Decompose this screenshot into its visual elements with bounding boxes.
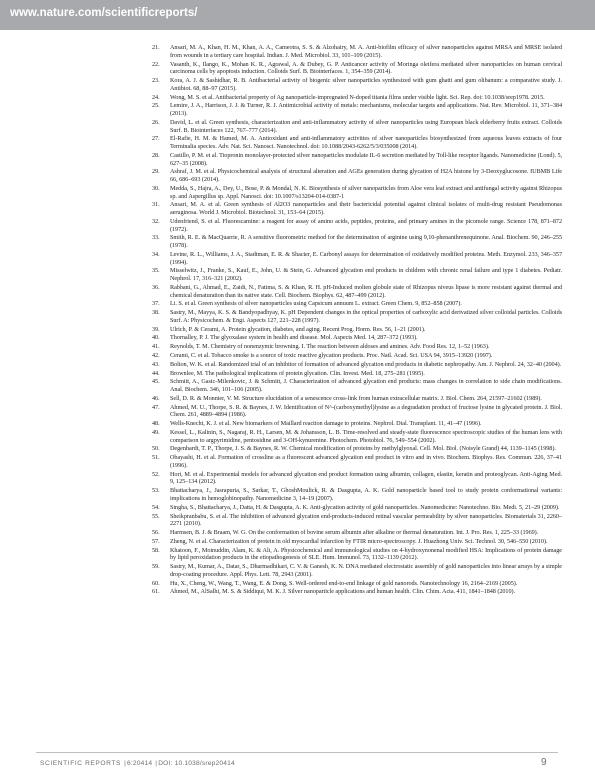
reference-number: 53.	[152, 487, 160, 495]
reference-number: 42.	[152, 351, 160, 359]
reference-item	[152, 513, 562, 528]
reference-number: 43.	[152, 360, 160, 368]
reference-text: Ansari, M. A., Khan, H. M., Khan, A. A., Cameotra, S. S. & Alzohairy, M. A. Anti-biofilm efficacy of silver nanoparticles against MRSA and MRSE isolated from wounds in a tertiary care hospital. Indian. J. Med. Microbiol. 33, 101–109 (2015).	[170, 44, 562, 59]
reference-number: 54.	[152, 503, 160, 511]
reference-text: Bolton, W. K. et al. Randomized trial of an inhibitor of formation of advanced glycation end products in diabetic nephropathy. Am. J. Nephrol. 24, 32–40 (2004).	[170, 360, 562, 368]
reference-number: 59.	[152, 563, 160, 571]
reference-item	[152, 588, 562, 596]
reference-item	[152, 487, 562, 502]
reference-number: 51.	[152, 454, 160, 462]
reference-text: Cerami, C. et al. Tobacco smoke is a source of toxic reactive glycation products. Proc. Natl. Acad. Sci. USA 94, 3915–13920 (1997).	[170, 351, 493, 359]
reference-item	[152, 135, 562, 150]
reference-item	[152, 529, 562, 537]
reference-text: Castillo, P. M. et al. Tiopronin monolayer-protected silver nanoparticles modulate IL-6 secretion mediated by Toll-like receptor ligands. Nanomedicine (Lond). 5, 627–35 (2008).	[170, 151, 562, 167]
reference-item	[152, 119, 562, 134]
reference-number: 50.	[152, 445, 160, 453]
reference-item	[152, 218, 562, 233]
reference-item	[152, 504, 562, 512]
reference-number: 26.	[152, 118, 160, 126]
reference-text: Hu, X., Cheng, W., Wang, T., Wang, E. & Dong, S. Well-ordered end-to-end linkage of gold nanorods. Nanotechnology 16, 2164–2169 (2005).	[170, 579, 518, 587]
reference-number: 34.	[152, 250, 160, 258]
reference-number: 38.	[152, 309, 160, 317]
reference-item	[152, 445, 562, 453]
reference-text: Brownlee, M. The pathological implications of protein glycation. Clin. Invest. Med. 18, 275–281 (1995).	[170, 369, 425, 377]
reference-text: Thornalley, P. J. The glyoxalase system in health and disease. Mol. Aspects Med. 14, 287–372 (1993).	[170, 334, 418, 342]
reference-number: 41.	[152, 343, 160, 351]
site-header	[0, 0, 595, 30]
reference-text: El-Rafie, H. M. & Hamed, M. A. Antioxidant and anti-inflammatory activities of silver nanoparticles biosynthesized from aqueous leaves extracts of four Terminalia species. Adv. Nat. Sci. Nanosci. Nanotechnol. doi: 10.1088/2043-6262/5/3/035008 (2014).	[170, 135, 562, 150]
footer-separator: |	[124, 760, 126, 767]
reference-number: 45.	[152, 378, 160, 386]
reference-number: 40.	[152, 334, 160, 342]
reference-item	[152, 185, 562, 200]
reference-item	[152, 370, 562, 378]
reference-number: 37.	[152, 300, 160, 308]
reference-number: 52.	[152, 470, 160, 478]
reference-item	[152, 471, 562, 486]
reference-text: Kessel, L., Kalinin, S., Nagaraj, R. H., Larsen, M. & Johansson, L. B. Time-resolved and steady-state fluorescence spectroscopic studies of the human lens with comparison to argpyrimidine, pentosidine and 3-OH-kynurenine. Photochem. Photobiol. 76, 549–554 (2002).	[170, 428, 562, 444]
reference-text: Sell, D. R. & Monnier, V. M. Structure elucidation of a senescence cross-link from human extracellular matrix. J. Biol. Chem. 264, 21597–21602 (1989).	[170, 394, 542, 402]
reference-number: 49.	[152, 428, 160, 436]
reference-text: Sastry, M., Mayya, K. S. & Bandyopadhyay, K. pH Dependent changes in the optical properties of carboxylic acid derivatized silver colloidal particles. Colloids Surf. A: Physicochem. & Engi. Aspects 127, 221–228 (1997).	[170, 309, 562, 324]
reference-item	[152, 44, 562, 59]
reference-item	[152, 152, 562, 167]
reference-number: 35.	[152, 267, 160, 275]
page-number: 9	[541, 757, 547, 768]
reference-item	[152, 334, 562, 342]
header-url-link[interactable]: www.nature.com/scientificreports/	[10, 7, 198, 19]
reference-item	[152, 251, 562, 266]
reference-text: Smith, R. E. & MacQuarrie, R. A sensitive fluorometric method for the determination of arginine using 9,10-phenanthrenequinone. Anal. Biochem. 90, 246–255 (1978).	[170, 234, 562, 249]
reference-number: 24.	[152, 93, 160, 101]
reference-list	[152, 44, 562, 597]
reference-text: David, L. et al. Green synthesis, characterization and anti-inflammatory activity of silver nanoparticles using European black elderberry fruits extract. Colloids Surf. B. Biointerfaces 122, 767–777 (2014).	[170, 118, 562, 134]
reference-item	[152, 580, 562, 588]
footer-doi[interactable]: DOI: 10.1038/srep20414	[158, 760, 235, 767]
reference-item	[152, 538, 562, 546]
reference-number: 27.	[152, 135, 160, 143]
reference-text: Medda, S., Hajra, A., Dey, U., Bose, P. & Mondal, N. K. Biosynthesis of silver nanoparticles from Aloe vera leaf extract and antifungal activity against Rhizopus sp. and Aspergillus sp. Appl. Nanosci. doi: 10.1007/s13204-014-0387-1	[170, 184, 562, 200]
reference-text: Li. S. et al. Green synthesis of silver nanoparticles using Capsicum annuum L. extract. Green Chem. 9, 852–858 (2007).	[170, 300, 462, 308]
reference-text: Kora, A. J. & Sashidhar, R. B. Antibacterial activity of biogenic silver nanoparticles synthesized with gum ghatti and gum olibanum: a comparative study. J. Antibiot. 68, 88–97 (2015).	[170, 77, 562, 92]
reference-text: Harmsen, B. J. & Braam, W. G. On the conformation of bovine serum albumin after alkaline or thermal denaturation. Int. J. Pro. Res. 1, 225–33 (1969).	[170, 529, 539, 537]
reference-text: Reynolds, T. M. Chemistry of nonenzymic browning. I. The reaction between aldoses and amines. Adv. Food Res. 12, 1–52 (1963).	[170, 343, 490, 351]
reference-text: Obayashi, H. et al. Formation of crossline as a fluorescent advanced glycation end product in vitro and in vivo. Biochem. Biophys. Res. Commun. 226, 37–41 (1996).	[170, 454, 562, 469]
reference-item	[152, 309, 562, 324]
reference-number: 23.	[152, 77, 160, 84]
reference-text: Schmitt, A., Gasic-Milenkovic, J. & Schmitt, J. Characterization of advanced glycation end products: mass changes in correlation to side chain modifications. Anal. Biochem. 346, 101–106 (2005).	[170, 378, 562, 394]
reference-number: 48.	[152, 420, 160, 428]
reference-text: Lemire, J. A., Harrison, J. J. & Turner, R. J. Antimicrobial activity of metals: mechanisms, molecular targets and applications. Nat. Rev. Microbiol. 11, 371–384 (2013).	[170, 102, 562, 117]
reference-number: 31.	[152, 201, 160, 209]
footer-article-number: 6:20414	[127, 760, 153, 767]
reference-number: 25.	[152, 102, 160, 110]
reference-number: 30.	[152, 184, 160, 192]
reference-item	[152, 102, 562, 117]
reference-number: 28.	[152, 151, 160, 159]
reference-number: 61.	[152, 588, 160, 596]
reference-number: 47.	[152, 403, 160, 411]
reference-item	[152, 547, 562, 562]
reference-number: 21.	[152, 44, 160, 51]
reference-item	[152, 267, 562, 282]
reference-text: Sastry, M., Kumar, A., Datar, S., Dharmadhikari, C. V. & Ganesh, K. N. DNA mediated electrostatic assembly of gold nanoparticles into linear arrays by a simple drop-coating procedure. Appl. Phys. Lett. 78, 2943 (2001).	[170, 563, 562, 578]
reference-text: Bhattacharya, J., Jasrapuria, S., Sarkar, T., GhoshMoulick, R. & Dasgupta, A. K. Gold nanoparticle based tool to study protein conformational variants: implications in hemoglobinopathy. Nanomedicine 3, 14–19 (2007).	[170, 487, 562, 502]
reference-number: 56.	[152, 529, 160, 537]
reference-text: Ashraf, J. M. et al. Physicochemical analysis of structural alteration and AGEs generation during glycation of H2A histone by 3-Deoxyglucosone. IUBMB Life 66, 686–693 (2014).	[170, 168, 562, 183]
reference-item	[152, 300, 562, 308]
reference-item	[152, 201, 562, 216]
reference-text: Sheikpranbabu, S. et al. The inhibition of advanced glycation end-products-induced retinal vascular permeability by silver nanoparticles. Biomaterials 31, 2260–2271 (2010).	[170, 512, 562, 528]
reference-text: Hori, M. et al. Experimental models for advanced glycation end product formation using albumin, collagen, elastin, keratin and proteoglycan. Anti-Aging Med. 9, 125–134 (2012).	[170, 470, 562, 486]
reference-item	[152, 94, 562, 102]
reference-text: Ahmed, M. U., Thorpe, S. R. & Baynes, J. W. Identification of N^-(carboxymethyl)lysine as a degradation product of fructose lysine in glycated protein. J. Biol. Chem. 261, 4889–4894 (1986).	[170, 403, 562, 419]
reference-number: 55.	[152, 512, 160, 520]
reference-text: Ansari, M. A. et al. Green synthesis of Al2O3 nanoparticles and their bactericidal potential against clinical isolates of multi-drug resistant Pseudomonas aeruginosa. World J. Microbiol. Biotechnol. 31, 153–64 (2015).	[170, 201, 562, 216]
footer-journal-name: SCIENTIFIC REPORTS	[40, 760, 122, 767]
reference-text: Wong, M. S. et al. Antibacterial property of Ag nanoparticle-impregnated N-doped titania films under visible light. Sci. Rep. doi: 10.1038/srep1978. 2015.	[170, 93, 545, 101]
reference-text: Levine, R. L., Williams, J. A., Stadtman, E. R. & Shacter, E. Carbonyl assays for determination of oxidatively modified proteins. Meth. Enzymol. 233, 346–357 (1994).	[170, 250, 562, 266]
reference-item	[152, 454, 562, 469]
reference-number: 32.	[152, 217, 160, 225]
reference-item	[152, 429, 562, 444]
reference-item	[152, 234, 562, 249]
reference-item	[152, 352, 562, 360]
reference-item	[152, 395, 562, 403]
reference-item	[152, 378, 562, 393]
reference-text: Rabbani, G., Ahmad, E., Zaidi, N., Fatima, S. & Khan, R. H. pH-Induced molten globule state of Rhizopus niveus lipase is more resistant against thermal and chemical denaturation than its native state. Cell. Biochem. Biophys. 62, 487–499 (2012).	[170, 283, 562, 299]
reference-item	[152, 168, 562, 183]
footer-citation	[40, 760, 235, 767]
reference-text: Ulrich, P. & Cerami, A. Protein glycation, diabetes, and aging. Recent Prog. Horm. Res. 56, 1–21 (2001).	[170, 325, 426, 333]
footer-divider	[36, 752, 558, 753]
reference-item	[152, 284, 562, 299]
reference-number: 22.	[152, 60, 160, 68]
reference-text: Vasanth, K., Ilango, K., Mohan K. R., Agrawal, A. & Dubey, G. P. Anticancer activity of Moringa oleifera mediated silver nanoparticles on human cervical carcinoma cells by apoptosis induction. Colloids Surf. B. Biointerfaces. 1, 354–359 (2014).	[170, 60, 562, 76]
reference-text: Wells-Knecht, K. J. et al. New biomarkers of Maillard reaction damage to proteins. Nephrol. Dial. Transplant. 11, 41–47 (1996).	[170, 420, 482, 428]
reference-number: 60.	[152, 579, 160, 587]
reference-number: 46.	[152, 394, 160, 402]
reference-text: Zheng, N. et al. Characterization of protein in old myocardial infarction by FTIR micro-spectroscopy. J. Huazhong Univ. Sci. Technol. 30, 546–550 (2010).	[170, 537, 548, 545]
reference-item	[152, 361, 562, 369]
reference-item	[152, 563, 562, 578]
reference-number: 44.	[152, 369, 160, 377]
reference-number: 33.	[152, 234, 160, 242]
reference-item	[152, 420, 562, 428]
reference-item	[152, 343, 562, 351]
reference-number: 58.	[152, 546, 160, 554]
footer-separator: |	[155, 760, 158, 767]
reference-number: 57.	[152, 537, 160, 545]
reference-item	[152, 61, 562, 76]
reference-number: 29.	[152, 168, 160, 176]
reference-number: 36.	[152, 283, 160, 291]
reference-text: Singha, S., Bhattacharya, J., Datta, H. & Dasgupta, A. K. Anti-glycation activity of gold nanoparticles. Nanomedicine: Nanotechno. Bio. Medi. 5, 21–29 (2009).	[170, 503, 560, 511]
reference-text: Degenhardt, T. P., Thorpe, J. S. & Baynes, R. W. Chemical modification of proteins by methylglyoxal. Cell. Mol. Biol. (Noisyle Grand) 44, 1139–1145 (1998).	[170, 445, 556, 453]
reference-text: Khatoon, F., Moinuddin, Alam, K. & Ali, A. Physicochemical and immunological studies on 4-hydroxynonenal modified HSA: Implications of protein damage by lipid peroxidation products in the etiopathogenesis of SLE. Hum. Immunol. 73, 1132–1139 (2012).	[170, 546, 562, 562]
reference-number: 39.	[152, 325, 160, 333]
reference-text: Misselwitz, J., Franke, S., Kauf, E., John, U. & Stein, G. Advanced glycation end products in children with chronic renal failure and type 1 diabetes. Pediatr. Nephrol. 17, 316–321 (2002).	[170, 267, 562, 282]
reference-item	[152, 404, 562, 419]
reference-text: Udenfriend, S. et al. Fluorescamine: a reagent for assay of amino acids, peptides, proteins, and primary amines in the picomole range. Science 178, 871–872 (1972).	[170, 217, 562, 233]
reference-item	[152, 77, 562, 92]
reference-item	[152, 326, 562, 334]
reference-text: Ahmed, M., AlSalhi, M. S. & Siddiqui, M. K. J. Silver nanoparticle applications and human health. Clin. Chim. Acta. 411, 1841–1848 (2010).	[170, 588, 516, 596]
